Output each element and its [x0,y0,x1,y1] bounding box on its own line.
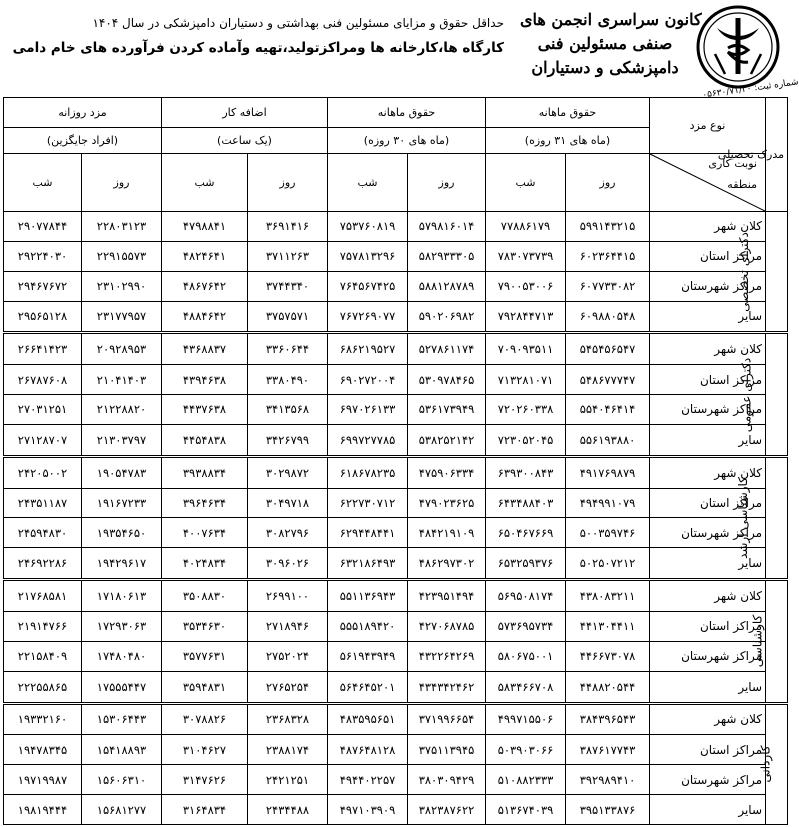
value-cell: ۱۵۶۰۶۳۱۰ [82,765,162,795]
value-cell: ۱۹۰۵۴۷۸۳ [82,456,162,488]
value-cell: ۲۶۶۴۱۴۲۳ [4,333,82,365]
table-row [4,765,788,795]
region-cell: سایر [650,424,766,456]
registration-number: شماره ثبت: ۰۵۶۳۰/۷۱/۳۰ [701,77,799,101]
table-row [4,271,788,301]
value-cell: ۶۹۰۲۷۲۰۰۴ [328,365,408,395]
value-cell: ۴۳۴۳۴۲۴۶۲ [408,671,486,703]
value-cell: ۶۱۸۶۷۸۲۳۵ [328,456,408,488]
value-cell: ۵۳۰۹۷۸۴۶۵ [408,365,486,395]
value-cell: ۱۹۷۱۹۹۸۷ [4,765,82,795]
value-cell: ۲۳۱۷۷۹۵۷ [82,301,162,333]
value-cell: ۶۲۲۷۳۰۷۱۲ [328,488,408,518]
value-cell: ۱۷۱۸۰۶۱۳ [82,580,162,612]
value-cell: ۳۷۱۱۲۶۳ [248,241,328,271]
table-row [4,301,788,333]
value-cell: ۵۹۰۲۰۶۹۸۲ [408,301,486,333]
region-cell: سایر [650,795,766,825]
value-cell: ۲۲۱۵۸۴۰۹ [4,641,82,671]
org-line-2: صنفی مسئولین فنی [537,34,673,53]
value-cell: ۳۹۵۱۳۳۸۷۶ [566,795,650,825]
value-cell: ۳۵۰۸۸۳۰ [162,580,248,612]
value-cell: ۳۴۱۳۵۶۸ [248,395,328,425]
day-header: روز [566,154,650,212]
value-cell: ۲۷۱۲۸۷۰۷ [4,424,82,456]
value-cell: ۳۰۸۲۷۹۶ [248,518,328,548]
day-header: روز [82,154,162,212]
value-cell: ۳۴۲۶۷۹۹ [248,424,328,456]
value-cell: ۶۵۰۴۶۷۶۶۹ [486,518,566,548]
table-row [4,518,788,548]
value-cell: ۲۱۹۱۴۷۶۶ [4,611,82,641]
value-cell: ۴۴۳۷۶۳۸ [162,395,248,425]
value-cell: ۱۷۵۵۵۴۴۷ [82,671,162,703]
value-cell: ۵۱۳۶۷۴۰۳۹ [486,795,566,825]
value-cell: ۲۷۶۵۲۵۴ [248,671,328,703]
value-cell: ۵۷۹۸۱۶۰۱۴ [408,212,486,242]
value-cell: ۲۰۹۲۸۹۵۳ [82,333,162,365]
table-row [4,548,788,580]
value-cell: ۲۳۸۸۱۷۴ [248,735,328,765]
value-cell: ۲۲۹۱۵۵۷۳ [82,241,162,271]
table-row [4,333,788,365]
value-cell: ۳۰۴۹۷۱۸ [248,488,328,518]
table-row [4,395,788,425]
value-cell: ۵۶۱۹۴۳۹۴۹ [328,641,408,671]
day-header: روز [408,154,486,212]
value-cell: ۶۹۷۰۲۶۱۳۳ [328,395,408,425]
document-subtitle: کارگاه ها،کارخانه ها ومراکزتولید،تهیه وآماده کردن فرآورده های خام دامی [12,40,504,56]
value-cell: ۱۹۸۱۹۴۴۴ [4,795,82,825]
value-cell: ۷۷۸۸۶۱۷۹ [486,212,566,242]
value-cell: ۳۵۹۴۸۳۱ [162,671,248,703]
region-cell: مراکز استان [650,611,766,641]
value-cell: ۲۱۲۲۸۸۲۰ [82,395,162,425]
value-cell: ۷۵۷۸۱۳۲۹۶ [328,241,408,271]
value-cell: ۲۳۶۸۳۲۸ [248,703,328,735]
region-cell: مراکز استان [650,735,766,765]
value-cell: ۱۹۱۶۷۲۳۳ [82,488,162,518]
value-cell: ۲۱۷۶۸۵۸۱ [4,580,82,612]
value-cell: ۵۸۳۴۶۶۷۰۸ [486,671,566,703]
value-cell: ۳۶۹۱۴۱۶ [248,212,328,242]
value-cell: ۳۹۶۴۶۳۴ [162,488,248,518]
table-row [4,671,788,703]
value-cell: ۲۹۴۶۷۶۷۲ [4,271,82,301]
table-row [4,456,788,488]
value-cell: ۵۰۰۳۵۹۷۴۶ [566,518,650,548]
group-sub-2: (یک ساعت) [162,128,328,154]
degree-label: کاردانی [766,703,788,825]
value-cell: ۴۷۵۹۰۶۳۳۴ [408,456,486,488]
value-cell: ۳۹۲۹۸۹۴۱۰ [566,765,650,795]
region-cell: کلان شهر [650,580,766,612]
region-cell: مراکز شهرستان [650,395,766,425]
degree-column-header: مدرک تحصیلی [766,98,788,212]
value-cell: ۷۹۲۸۴۴۷۱۳ [486,301,566,333]
value-cell: ۶۳۹۳۰۰۸۴۳ [486,456,566,488]
table-row [4,795,788,825]
value-cell: ۴۷۹۰۲۳۶۲۵ [408,488,486,518]
value-cell: ۲۴۲۰۵۰۰۲ [4,456,82,488]
group-sub-1: (ماه های ۳۰ روزه) [328,128,486,154]
group-sub-0: (ماه های ۳۱ روزه) [486,128,650,154]
value-cell: ۴۴۱۳۰۴۴۱۱ [566,611,650,641]
value-cell: ۱۵۳۰۶۴۴۳ [82,703,162,735]
value-cell: ۱۹۳۵۴۶۵۰ [82,518,162,548]
value-cell: ۵۱۰۸۸۲۳۳۳ [486,765,566,795]
value-cell: ۲۷۰۳۱۲۵۱ [4,395,82,425]
region-cell: کلان شهر [650,456,766,488]
value-cell: ۷۹۰۰۵۳۰۰۶ [486,271,566,301]
value-cell: ۱۹۴۷۸۳۴۵ [4,735,82,765]
value-cell: ۳۷۵۷۵۷۱ [248,301,328,333]
value-cell: ۳۸۷۶۱۷۷۴۳ [566,735,650,765]
value-cell: ۳۳۶۰۶۴۴ [248,333,328,365]
region-cell: کلان شهر [650,703,766,735]
document-header [0,0,799,101]
value-cell: ۵۵۶۱۹۳۸۸۰ [566,424,650,456]
region-cell: کلان شهر [650,333,766,365]
value-cell: ۵۳۶۱۷۳۹۴۹ [408,395,486,425]
organization-name [520,8,702,80]
value-cell: ۴۸۶۲۹۷۳۰۲ [408,548,486,580]
value-cell: ۶۵۳۲۵۹۳۷۶ [486,548,566,580]
value-cell: ۱۵۴۱۸۸۹۳ [82,735,162,765]
value-cell: ۴۰۲۴۸۳۴ [162,548,248,580]
night-header: شب [162,154,248,212]
value-cell: ۳۰۲۹۸۷۲ [248,456,328,488]
value-cell: ۱۹۳۳۲۱۶۰ [4,703,82,735]
wage-type-header: نوع مزد [650,98,766,154]
degree-label: کارشناسی ارشد [766,456,788,579]
night-header: شب [328,154,408,212]
value-cell: ۲۴۶۹۲۲۸۶ [4,548,82,580]
value-cell: ۱۷۴۸۰۴۸۰ [82,641,162,671]
value-cell: ۷۲۳۰۵۲۰۴۵ [486,424,566,456]
value-cell: ۲۳۱۰۲۹۹۰ [82,271,162,301]
night-header: شب [486,154,566,212]
value-cell: ۴۸۶۷۶۴۲ [162,271,248,301]
value-cell: ۵۷۳۶۹۵۷۳۴ [486,611,566,641]
value-cell: ۳۸۲۳۸۷۶۲۲ [408,795,486,825]
value-cell: ۱۷۲۹۳۰۶۳ [82,611,162,641]
region-cell: مراکز استان [650,365,766,395]
region-cell: مراکز شهرستان [650,641,766,671]
value-cell: ۳۵۳۴۶۳۰ [162,611,248,641]
value-cell: ۲۶۹۹۱۰۰ [248,580,328,612]
value-cell: ۴۸۳۵۹۵۶۵۱ [328,703,408,735]
value-cell: ۴۳۹۴۶۳۸ [162,365,248,395]
value-cell: ۶۹۹۷۲۷۷۸۵ [328,424,408,456]
table-row [4,611,788,641]
value-cell: ۴۷۹۸۸۴۱ [162,212,248,242]
degree-label: دکترای عمومی [766,333,788,456]
value-cell: ۳۱۶۴۸۳۴ [162,795,248,825]
value-cell: ۲۴۳۵۱۱۸۷ [4,488,82,518]
value-cell: ۵۶۹۵۰۸۱۷۴ [486,580,566,612]
value-cell: ۶۰۷۷۳۳۰۸۲ [566,271,650,301]
value-cell: ۴۸۴۲۱۹۱۰۹ [408,518,486,548]
value-cell: ۵۶۴۶۴۵۲۰۱ [328,671,408,703]
region-cell: مراکز استان [650,241,766,271]
value-cell: ۲۹۲۲۴۰۳۰ [4,241,82,271]
value-cell: ۶۳۲۱۸۶۴۹۳ [328,548,408,580]
region-label: منطقه [727,178,757,191]
value-cell: ۵۵۴۰۴۶۴۱۴ [566,395,650,425]
table-row [4,212,788,242]
shift-region-header [650,154,766,212]
value-cell: ۶۲۹۴۴۸۴۴۱ [328,518,408,548]
value-cell: ۲۱۳۰۳۷۹۷ [82,424,162,456]
value-cell: ۳۱۴۷۶۲۶ [162,765,248,795]
shift-label: نوبت کاری [708,157,757,170]
value-cell: ۴۲۳۹۵۱۴۹۴ [408,580,486,612]
degree-label: کارشناسی [766,580,788,703]
value-cell: ۲۷۱۸۹۴۶ [248,611,328,641]
region-cell: سایر [650,301,766,333]
value-cell: ۳۸۰۳۰۹۴۲۹ [408,765,486,795]
value-cell: ۳۳۸۰۴۹۰ [248,365,328,395]
value-cell: ۴۸۷۶۴۸۱۲۸ [328,735,408,765]
value-cell: ۳۸۴۳۹۶۵۴۳ [566,703,650,735]
value-cell: ۴۴۸۸۲۰۵۴۴ [566,671,650,703]
value-cell: ۱۵۶۸۱۲۷۷ [82,795,162,825]
value-cell: ۵۲۷۸۶۱۱۷۴ [408,333,486,365]
value-cell: ۶۰۲۳۶۴۴۱۵ [566,241,650,271]
value-cell: ۶۴۳۴۸۸۴۰۳ [486,488,566,518]
table-row [4,488,788,518]
value-cell: ۷۱۳۲۸۱۰۷۱ [486,365,566,395]
value-cell: ۷۵۳۷۶۰۸۱۹ [328,212,408,242]
table-row [4,241,788,271]
value-cell: ۴۹۷۱۰۳۹۰۹ [328,795,408,825]
value-cell: ۴۹۴۴۰۲۲۵۷ [328,765,408,795]
value-cell: ۵۸۰۶۷۵۰۰۱ [486,641,566,671]
table-row [4,365,788,395]
value-cell: ۳۰۷۸۸۲۶ [162,703,248,735]
degree-label: دکترای تخصصی [766,212,788,333]
value-cell: ۵۸۲۹۳۳۳۰۵ [408,241,486,271]
value-cell: ۲۹۰۷۷۸۴۴ [4,212,82,242]
value-cell: ۵۵۵۱۸۹۴۲۰ [328,611,408,641]
value-cell: ۳۷۴۴۳۴۰ [248,271,328,301]
group-title-2: اضافه کار [162,98,328,128]
org-line-3: دامپزشکی و دستیاران [531,58,679,77]
region-cell: مراکز شهرستان [650,271,766,301]
group-title-3: مزد روزانه [4,98,162,128]
value-cell: ۵۳۸۲۵۲۱۴۲ [408,424,486,456]
value-cell: ۴۹۴۹۹۱۰۷۹ [566,488,650,518]
value-cell: ۷۶۷۲۶۹۰۷۷ [328,301,408,333]
value-cell: ۵۰۲۵۰۷۲۱۲ [566,548,650,580]
value-cell: ۲۲۲۵۵۸۶۵ [4,671,82,703]
value-cell: ۲۲۸۰۳۱۲۳ [82,212,162,242]
value-cell: ۶۰۹۸۸۰۵۴۸ [566,301,650,333]
value-cell: ۴۰۰۷۶۳۴ [162,518,248,548]
value-cell: ۶۸۶۲۱۹۵۲۷ [328,333,408,365]
value-cell: ۲۹۵۶۵۱۲۸ [4,301,82,333]
day-header: روز [248,154,328,212]
document-title: حداقل حقوق و مزایای مسئولین فنی بهداشتی و دستیاران دامپزشکی در سال ۱۴۰۴ [92,16,504,30]
value-cell: ۲۷۵۲۰۲۴ [248,641,328,671]
region-cell: مراکز شهرستان [650,518,766,548]
value-cell: ۵۰۳۹۰۳۰۶۶ [486,735,566,765]
value-cell: ۳۷۱۹۹۶۶۵۴ [408,703,486,735]
value-cell: ۲۴۳۴۴۸۸ [248,795,328,825]
value-cell: ۴۳۲۲۶۴۲۶۹ [408,641,486,671]
value-cell: ۴۴۶۶۷۳۰۷۸ [566,641,650,671]
table-row [4,424,788,456]
value-cell: ۲۶۷۸۷۶۰۸ [4,365,82,395]
group-title-0: حقوق ماهانه [486,98,650,128]
value-cell: ۵۵۱۱۳۶۹۴۳ [328,580,408,612]
night-header: شب [4,154,82,212]
value-cell: ۴۹۹۷۱۵۵۰۶ [486,703,566,735]
table-row [4,703,788,735]
value-cell: ۷۸۳۰۷۳۷۳۹ [486,241,566,271]
table-row [4,641,788,671]
value-cell: ۴۴۵۴۸۳۸ [162,424,248,456]
value-cell: ۴۳۶۸۸۳۷ [162,333,248,365]
value-cell: ۴۲۷۰۶۸۷۸۵ [408,611,486,641]
value-cell: ۳۹۳۸۸۳۴ [162,456,248,488]
value-cell: ۲۱۰۴۱۴۰۳ [82,365,162,395]
value-cell: ۲۴۵۹۴۸۳۰ [4,518,82,548]
value-cell: ۳۷۵۱۱۳۹۴۵ [408,735,486,765]
value-cell: ۲۴۲۱۲۵۱ [248,765,328,795]
value-cell: ۷۲۰۲۶۰۳۳۸ [486,395,566,425]
table-row [4,735,788,765]
value-cell: ۴۸۲۴۶۴۱ [162,241,248,271]
caduceus-emblem-icon [695,4,781,90]
value-cell: ۷۶۴۵۶۷۴۲۵ [328,271,408,301]
value-cell: ۵۴۸۶۷۷۷۴۷ [566,365,650,395]
value-cell: ۴۳۸۰۸۳۲۱۱ [566,580,650,612]
value-cell: ۳۰۹۶۰۲۶ [248,548,328,580]
region-cell: مراکز شهرستان [650,765,766,795]
value-cell: ۷۰۹۰۹۳۵۱۱ [486,333,566,365]
value-cell: ۳۱۰۴۶۲۷ [162,735,248,765]
value-cell: ۳۵۷۷۶۳۱ [162,641,248,671]
group-title-1: حقوق ماهانه [328,98,486,128]
region-cell: مراکز استان [650,488,766,518]
org-line-1: کانون سراسری انجمن های [520,10,702,29]
region-cell: سایر [650,548,766,580]
value-cell: ۵۴۵۴۵۶۵۴۷ [566,333,650,365]
salary-table [3,97,788,825]
region-cell: سایر [650,671,766,703]
value-cell: ۴۹۱۷۶۹۸۷۹ [566,456,650,488]
value-cell: ۴۸۸۴۶۴۲ [162,301,248,333]
value-cell: ۱۹۴۲۹۶۱۷ [82,548,162,580]
value-cell: ۵۹۹۱۴۳۲۱۵ [566,212,650,242]
value-cell: ۵۸۸۱۲۸۷۸۹ [408,271,486,301]
table-row [4,580,788,612]
group-sub-3: (افراد جایگزین) [4,128,162,154]
region-cell: کلان شهر [650,212,766,242]
